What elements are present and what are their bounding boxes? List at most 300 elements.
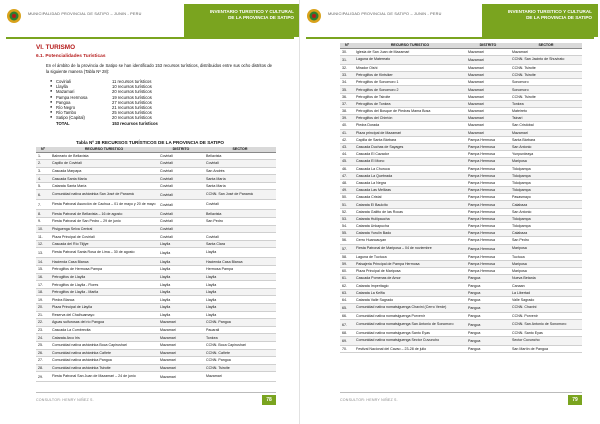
page-number: 79 xyxy=(568,395,582,405)
row-number: 5. xyxy=(36,182,50,190)
resource-name: Cerro Huancauyan xyxy=(354,237,466,244)
column-header: RECURSO TURÍSTICO xyxy=(50,147,158,152)
row-number: 22. xyxy=(36,319,50,327)
district-cell: Pangoa xyxy=(466,282,510,289)
resource-name: Comunidad nativa nomatsiguenga Porvenir xyxy=(354,313,466,320)
table-row xyxy=(340,93,582,100)
row-number: 59. xyxy=(340,260,354,267)
district-cell: Llaylla xyxy=(158,304,204,312)
table-row xyxy=(340,329,582,336)
sector-cell: Bellavista xyxy=(204,210,276,218)
table-row xyxy=(340,223,582,230)
row-number: 65. xyxy=(340,304,354,313)
resource-name: Catarata Yurulin Bado xyxy=(354,230,466,237)
sector-cell: San Antonio xyxy=(510,143,582,150)
district-cell: Coviriali xyxy=(158,152,204,160)
resource-name: Festival Nacional del Cavao – 23-28 de julio xyxy=(354,346,466,353)
table-row xyxy=(340,179,582,186)
bullet-icon: ● xyxy=(50,110,53,115)
district-cell: Mazamari xyxy=(158,372,204,382)
row-number: 66. xyxy=(340,313,354,320)
resource-name: Catarata Santa María xyxy=(50,182,158,190)
right-page xyxy=(300,0,600,424)
district-cell: Pampa Hermosa xyxy=(466,151,510,158)
resource-name: Petroglifos de Llaylla xyxy=(50,273,158,281)
resource-name: Comunidad nativa nomatsiguenga Sector Cuvuncho xyxy=(354,336,466,345)
table-row xyxy=(340,253,582,260)
table-row xyxy=(36,240,276,248)
bullet-icon: ● xyxy=(50,115,53,120)
row-number: 39. xyxy=(340,115,354,122)
district-cell: Mazamari xyxy=(466,115,510,122)
district-cell: Pangoa xyxy=(466,329,510,336)
sector-cell: San Cristóbal xyxy=(510,122,582,129)
district-name: Río Negro xyxy=(56,104,76,110)
resource-name: Fiesta Patronal de San Pedro – 29 de junio xyxy=(50,218,158,226)
column-header: Nº xyxy=(36,147,50,152)
district-name: Coviriali xyxy=(56,79,71,84)
sector-cell: San Antonio xyxy=(510,208,582,215)
district-cell: Pangoa xyxy=(466,320,510,329)
district-cell: Coviriali xyxy=(158,210,204,218)
header-title-box xyxy=(482,4,598,37)
sector-cell: CCNN. San José de Panamá xyxy=(204,190,276,200)
table-row xyxy=(36,341,276,349)
district-cell: Pangoa xyxy=(466,313,510,320)
resource-name: Petroglifos de Tsiroite xyxy=(354,93,466,100)
resource-name: Catarata Galitto de las Rocas xyxy=(354,208,466,215)
resource-name: Cascada Cristal xyxy=(354,194,466,201)
table-row xyxy=(340,313,582,320)
district-cell: Pampa Hermosa xyxy=(466,223,510,230)
footer-consultant: CONSULTOR: HENRY NIÑEZ S. xyxy=(36,398,94,402)
footer-rule xyxy=(36,392,276,393)
row-number: 17. xyxy=(36,281,50,289)
district-name: Satipo (Capital) xyxy=(56,115,85,121)
row-number: 37. xyxy=(340,100,354,107)
table-row xyxy=(340,336,582,345)
table-row xyxy=(36,248,276,258)
row-number: 6. xyxy=(36,190,50,200)
sector-cell: Calabaza xyxy=(510,201,582,208)
resource-name: Petroglifos de Tonkea xyxy=(354,100,466,107)
table-row xyxy=(36,296,276,304)
table-row xyxy=(340,296,582,303)
sector-cell: Santa María xyxy=(204,175,276,183)
district-cell: Mazamari xyxy=(466,108,510,115)
table-row xyxy=(36,210,276,218)
district-cell: Coviriali xyxy=(158,225,204,233)
resource-name: Paisajeria Principal de Pampa Hermosa xyxy=(354,260,466,267)
district-count: 11 recursos turísticos xyxy=(112,79,152,84)
resource-name: Petroglifos de Llaylla - Marila xyxy=(50,288,158,296)
table-row xyxy=(340,304,582,313)
table-row xyxy=(340,215,582,222)
row-number: 13. xyxy=(36,248,50,258)
resource-name: Cascada Marpapa xyxy=(50,167,158,175)
district-cell: Llaylla xyxy=(158,288,204,296)
sector-cell: Tidolpampa xyxy=(510,187,582,194)
sector-cell: Mariposa xyxy=(510,244,582,253)
district-cell: Coviriali xyxy=(158,190,204,200)
district-cell: Llaylla xyxy=(158,281,204,289)
row-number: 18. xyxy=(36,288,50,296)
table-row xyxy=(340,260,582,267)
district-count: 25 recursos turísticos xyxy=(112,110,152,116)
sector-cell: Llaylla xyxy=(204,273,276,281)
row-number: 67. xyxy=(340,320,354,329)
row-number: 43. xyxy=(340,143,354,150)
district-cell: Pampa Hermosa xyxy=(466,237,510,244)
resource-name: Cascada La Negra xyxy=(354,179,466,186)
sector-cell: Llaylla xyxy=(204,288,276,296)
sector-cell: Llaylla xyxy=(204,248,276,258)
row-number: 23. xyxy=(36,326,50,334)
sector-cell: San Andrés xyxy=(204,167,276,175)
district-cell: Pampa Hermosa xyxy=(466,179,510,186)
district-cell: Pampa Hermosa xyxy=(466,194,510,201)
resources-table-right xyxy=(340,43,582,353)
resource-name: Cascada Santa María xyxy=(50,175,158,183)
row-number: 49. xyxy=(340,187,354,194)
sector-cell: Tuctuca xyxy=(510,253,582,260)
table-row xyxy=(36,281,276,289)
sector-cell: CCNN. Boca Capirushari xyxy=(204,341,276,349)
table-row xyxy=(340,136,582,143)
resource-name: Mirador Oishi xyxy=(354,64,466,71)
sector-cell: San Pedro xyxy=(204,218,276,226)
district-cell: Pampa Hermosa xyxy=(466,244,510,253)
resource-name: Plaza principal de Mazamari xyxy=(354,129,466,136)
resource-name: Petroglifos de Kintsiker xyxy=(354,72,466,79)
row-number: 2. xyxy=(36,160,50,168)
district-count: 10 recursos turísticos xyxy=(112,84,152,90)
sector-cell: Tonkea xyxy=(510,100,582,107)
sector-cell: CCNN. Tsiroite xyxy=(510,93,582,100)
sector-cell: Mariposa xyxy=(510,158,582,165)
district-cell: Pampa Hermosa xyxy=(466,158,510,165)
table-row xyxy=(36,200,276,210)
resource-name: Comunidad nativa nomatsiguenga San Antonio de Sonomoro xyxy=(354,320,466,329)
district-count: 19 recursos turísticos xyxy=(112,94,152,100)
header-title-line1: INVENTARIO TURISTICO Y CULTURAL xyxy=(209,9,294,14)
table-row xyxy=(36,349,276,357)
table-row xyxy=(340,122,582,129)
resource-name: Catarata El Baulcito xyxy=(354,201,466,208)
district-name: Pangoa xyxy=(56,99,71,105)
row-number: 44. xyxy=(340,151,354,158)
district-count: 20 recursos turísticos xyxy=(112,115,152,121)
sector-cell: CCNN. Tsiroite xyxy=(510,72,582,79)
district-cell: Pangoa xyxy=(466,275,510,282)
table-row xyxy=(340,72,582,79)
table-row xyxy=(340,100,582,107)
district-name: Río Tambo xyxy=(56,110,77,116)
sector-cell xyxy=(204,225,276,233)
row-number: 41. xyxy=(340,129,354,136)
sector-cell: Tidolpampa xyxy=(510,165,582,172)
table-row xyxy=(36,334,276,342)
row-number: 51. xyxy=(340,201,354,208)
resource-name: Iglesia de San Juan de Mazamari xyxy=(354,48,466,55)
table-row xyxy=(340,108,582,115)
resource-name: Fiesta Patronal de Mariposa – 04 de noviembre xyxy=(354,244,466,253)
table-row xyxy=(340,143,582,150)
row-number: 53. xyxy=(340,215,354,222)
district-cell: Coviriali xyxy=(158,182,204,190)
district-cell: Mazamari xyxy=(158,319,204,327)
footer-consultant: CONSULTOR: HENRY NIÑEZ S. xyxy=(340,398,398,402)
table-row xyxy=(340,194,582,201)
table-row xyxy=(36,273,276,281)
bullet-icon: ● xyxy=(50,89,53,94)
table-row xyxy=(340,158,582,165)
header-title-line1: INVENTARIO TURISTICO Y CULTURAL xyxy=(507,9,592,14)
sector-cell: Coviriali xyxy=(204,200,276,210)
sector-cell: Calabaza xyxy=(510,230,582,237)
sector-cell: Valle Sagrado xyxy=(510,296,582,303)
table-row xyxy=(36,152,276,160)
sector-cell: Llaylla xyxy=(204,304,276,312)
table-row xyxy=(340,208,582,215)
resource-name: Balneario de Bellavista xyxy=(50,152,158,160)
table-row xyxy=(36,175,276,183)
district-cell: Pampa Hermosa xyxy=(466,172,510,179)
row-number: 69. xyxy=(340,336,354,345)
municipal-logo-icon xyxy=(6,8,22,24)
resource-name: Plaza Principal de Llaylla xyxy=(50,304,158,312)
district-cell: Mazamari xyxy=(466,122,510,129)
row-number: 38. xyxy=(340,108,354,115)
row-number: 57. xyxy=(340,244,354,253)
sector-cell: CCNN. San Antonio de Sonomoro xyxy=(510,320,582,329)
district-list xyxy=(50,79,158,126)
resource-name: Cascada El Mono xyxy=(354,158,466,165)
row-number: 64. xyxy=(340,296,354,303)
district-cell: Pampa Hermosa xyxy=(466,143,510,150)
table-row xyxy=(36,372,276,382)
sector-cell: CCNN. Cañete xyxy=(204,349,276,357)
resource-name: Fiesta Patronal de Bellavista – 16 de agosto xyxy=(50,210,158,218)
row-number: 62. xyxy=(340,282,354,289)
district-cell: Pangoa xyxy=(466,336,510,345)
table-row xyxy=(36,357,276,365)
sector-cell: Tsinari xyxy=(510,115,582,122)
district-cell: Mazamari xyxy=(158,326,204,334)
row-number: 1. xyxy=(36,152,50,160)
row-number: 24. xyxy=(36,334,50,342)
resource-name: Petroglifos de Sonomoro 2 xyxy=(354,86,466,93)
district-total xyxy=(50,121,158,126)
row-number: 55. xyxy=(340,230,354,237)
row-number: 15. xyxy=(36,266,50,274)
sector-cell: Pasasmayo xyxy=(510,194,582,201)
row-number: 30. xyxy=(340,48,354,55)
resource-name: Petroglifos del Chirrión xyxy=(354,115,466,122)
table-row xyxy=(36,182,276,190)
sector-cell: San Martín de Pangoa xyxy=(510,346,582,353)
sector-cell: Hacienda Casa Blanca xyxy=(204,258,276,266)
resource-name: Catarata Valle Sagrado xyxy=(354,296,466,303)
table-row xyxy=(36,233,276,241)
row-number: 9. xyxy=(36,218,50,226)
table-row xyxy=(340,64,582,71)
row-number: 63. xyxy=(340,289,354,296)
intro-paragraph: En el ámbito de la provincia de Satipo se han identificado 153 recursos turísticos, distribuidos entre sus ocho distritos de la siguiente manera (Tabla Nº 28): xyxy=(46,63,272,74)
sector-cell: Sector Cuvuncho xyxy=(510,336,582,345)
sector-cell: CCNN. Pangoa xyxy=(204,319,276,327)
table-row xyxy=(340,48,582,55)
table-row xyxy=(340,244,582,253)
column-header: SECTOR xyxy=(510,43,582,48)
district-cell: Pampa Hermosa xyxy=(466,136,510,143)
resource-name: Catarata Unkapucha xyxy=(354,223,466,230)
resource-name: Petroglifos de Sonomoro 1 xyxy=(354,79,466,86)
district-cell: Mazamari xyxy=(466,79,510,86)
row-number: 14. xyxy=(36,258,50,266)
table-row xyxy=(340,129,582,136)
sector-cell: Hermosa Pampa xyxy=(204,266,276,274)
column-header: RECURSO TURÍSTICO xyxy=(354,43,466,48)
row-number: 29. xyxy=(36,372,50,382)
row-number: 54. xyxy=(340,223,354,230)
resource-name: Catarata Huliipaucha xyxy=(354,215,466,222)
resource-name: Laguna de Matereato xyxy=(354,55,466,64)
resource-name: Laguna de Tuctuca xyxy=(354,253,466,260)
sector-cell: Coviriali xyxy=(204,233,276,241)
sector-cell: Pauarali xyxy=(204,326,276,334)
resource-name: Cascada El Cazador xyxy=(354,151,466,158)
district-cell: Coviriali xyxy=(158,218,204,226)
resource-name: Catarata Arco Iris xyxy=(50,334,158,342)
sector-cell: Tonkea xyxy=(204,334,276,342)
row-number: 61. xyxy=(340,275,354,282)
table-row xyxy=(340,115,582,122)
table-row xyxy=(340,230,582,237)
district-name: Pampa Hermosa xyxy=(56,94,88,100)
district-cell: Pampa Hermosa xyxy=(466,260,510,267)
sector-cell: Sonomoro xyxy=(510,79,582,86)
row-number: 40. xyxy=(340,122,354,129)
district-cell: Mazamari xyxy=(158,341,204,349)
sector-cell: Nueva Betania xyxy=(510,275,582,282)
sector-cell: Bellavista xyxy=(204,152,276,160)
sector-cell: CCNN. Tsiroite xyxy=(510,64,582,71)
resource-name: Piedra Blanca xyxy=(50,296,158,304)
column-header: Nº xyxy=(340,43,354,48)
table-row xyxy=(340,237,582,244)
table-row xyxy=(340,55,582,64)
resource-name: Cascada Las Mellizas xyxy=(354,187,466,194)
resource-name: Comunidad nativa nomatsiguenga Santo Eyas xyxy=(354,329,466,336)
sector-cell: San Pedro xyxy=(510,237,582,244)
sector-cell: Tidolpampa xyxy=(510,179,582,186)
district-cell: Pangoa xyxy=(466,296,510,303)
resource-name: Fiesta Patronal Santa Rosa de Lima – 30 de agosto xyxy=(50,248,158,258)
sector-cell: Coviriali xyxy=(204,160,276,168)
table-row xyxy=(36,167,276,175)
table-row xyxy=(36,304,276,312)
district-cell: Mazamari xyxy=(466,129,510,136)
sector-cell: Santa Clara xyxy=(204,240,276,248)
district-cell: Pangoa xyxy=(466,346,510,353)
bullet-icon: ● xyxy=(50,99,53,104)
row-number: 46. xyxy=(340,165,354,172)
district-cell: Pampa Hermosa xyxy=(466,230,510,237)
table-row xyxy=(340,172,582,179)
row-number: 60. xyxy=(340,268,354,275)
district-cell: Llaylla xyxy=(158,240,204,248)
sector-cell: Mateireto xyxy=(510,108,582,115)
row-number: 4. xyxy=(36,175,50,183)
district-name: Llaylla xyxy=(56,84,68,90)
resource-name: Comunidad nativa asháninka Boca Capirushari xyxy=(50,341,158,349)
sector-cell: CCNN. Porvenir xyxy=(510,313,582,320)
sector-cell: Tidolpampa xyxy=(510,223,582,230)
column-header: SECTOR xyxy=(204,147,276,152)
row-number: 10. xyxy=(36,225,50,233)
table-row xyxy=(36,160,276,168)
sector-cell: Llaylla xyxy=(204,311,276,319)
district-cell: Mazamari xyxy=(466,55,510,64)
table-row xyxy=(340,320,582,329)
district-cell: Mazamari xyxy=(158,357,204,365)
district-cell: Llaylla xyxy=(158,311,204,319)
sector-cell: CCNN. Pangoa xyxy=(204,357,276,365)
sector-cell: Mazamari xyxy=(510,129,582,136)
sector-cell: Llaylla xyxy=(204,296,276,304)
table-row xyxy=(36,266,276,274)
row-number: 27. xyxy=(36,357,50,365)
district-cell: Coviriali xyxy=(158,167,204,175)
resources-table-left xyxy=(36,147,276,382)
row-number: 32. xyxy=(340,64,354,71)
header-rule xyxy=(6,37,294,39)
district-cell: Pampa Hermosa xyxy=(466,165,510,172)
district-count: 20 recursos turísticos xyxy=(112,89,152,95)
district-cell: Mazamari xyxy=(466,93,510,100)
bullet-icon: ● xyxy=(50,79,53,83)
resource-name: Piedra Dorada xyxy=(354,122,466,129)
row-number: 68. xyxy=(340,329,354,336)
table-row xyxy=(340,187,582,194)
table-row xyxy=(36,319,276,327)
section-title: VI. TURISMO xyxy=(36,44,76,51)
row-number: 34. xyxy=(340,79,354,86)
resource-name: Comunidad nativa nomatsiguenga Chavini (Cerro Verde) xyxy=(354,304,466,313)
sector-cell: Santa María xyxy=(204,182,276,190)
district-count: 27 recursos turísticos xyxy=(112,99,152,105)
resource-name: Cascada La Churuca xyxy=(354,165,466,172)
row-number: 48. xyxy=(340,179,354,186)
table-row xyxy=(36,190,276,200)
header-title-line2: DE LA PROVINCIA DE SATIPO xyxy=(228,15,294,20)
resource-name: Cascada Pomenas de Amor xyxy=(354,275,466,282)
sector-cell: Mazamari xyxy=(510,48,582,55)
column-header: DISTRITO xyxy=(158,147,204,152)
sector-cell: CCNN. Tsiroite xyxy=(204,364,276,372)
district-cell: Mazamari xyxy=(158,364,204,372)
resource-name: Plaza Principal de Coviriali xyxy=(50,233,158,241)
sector-cell: Canaan xyxy=(510,282,582,289)
bullet-icon: ● xyxy=(50,104,53,109)
footer-rule xyxy=(340,392,582,393)
resource-name: Aguas sulfurosas del río Pangoa xyxy=(50,319,158,327)
table-row xyxy=(340,282,582,289)
row-number: 45. xyxy=(340,158,354,165)
header-municipality: MUNICIPALIDAD PROVINCIAL DE SATIPO – JUNIN - PERU xyxy=(328,12,442,16)
resource-name: Cascada Duchas de Sayages xyxy=(354,143,466,150)
